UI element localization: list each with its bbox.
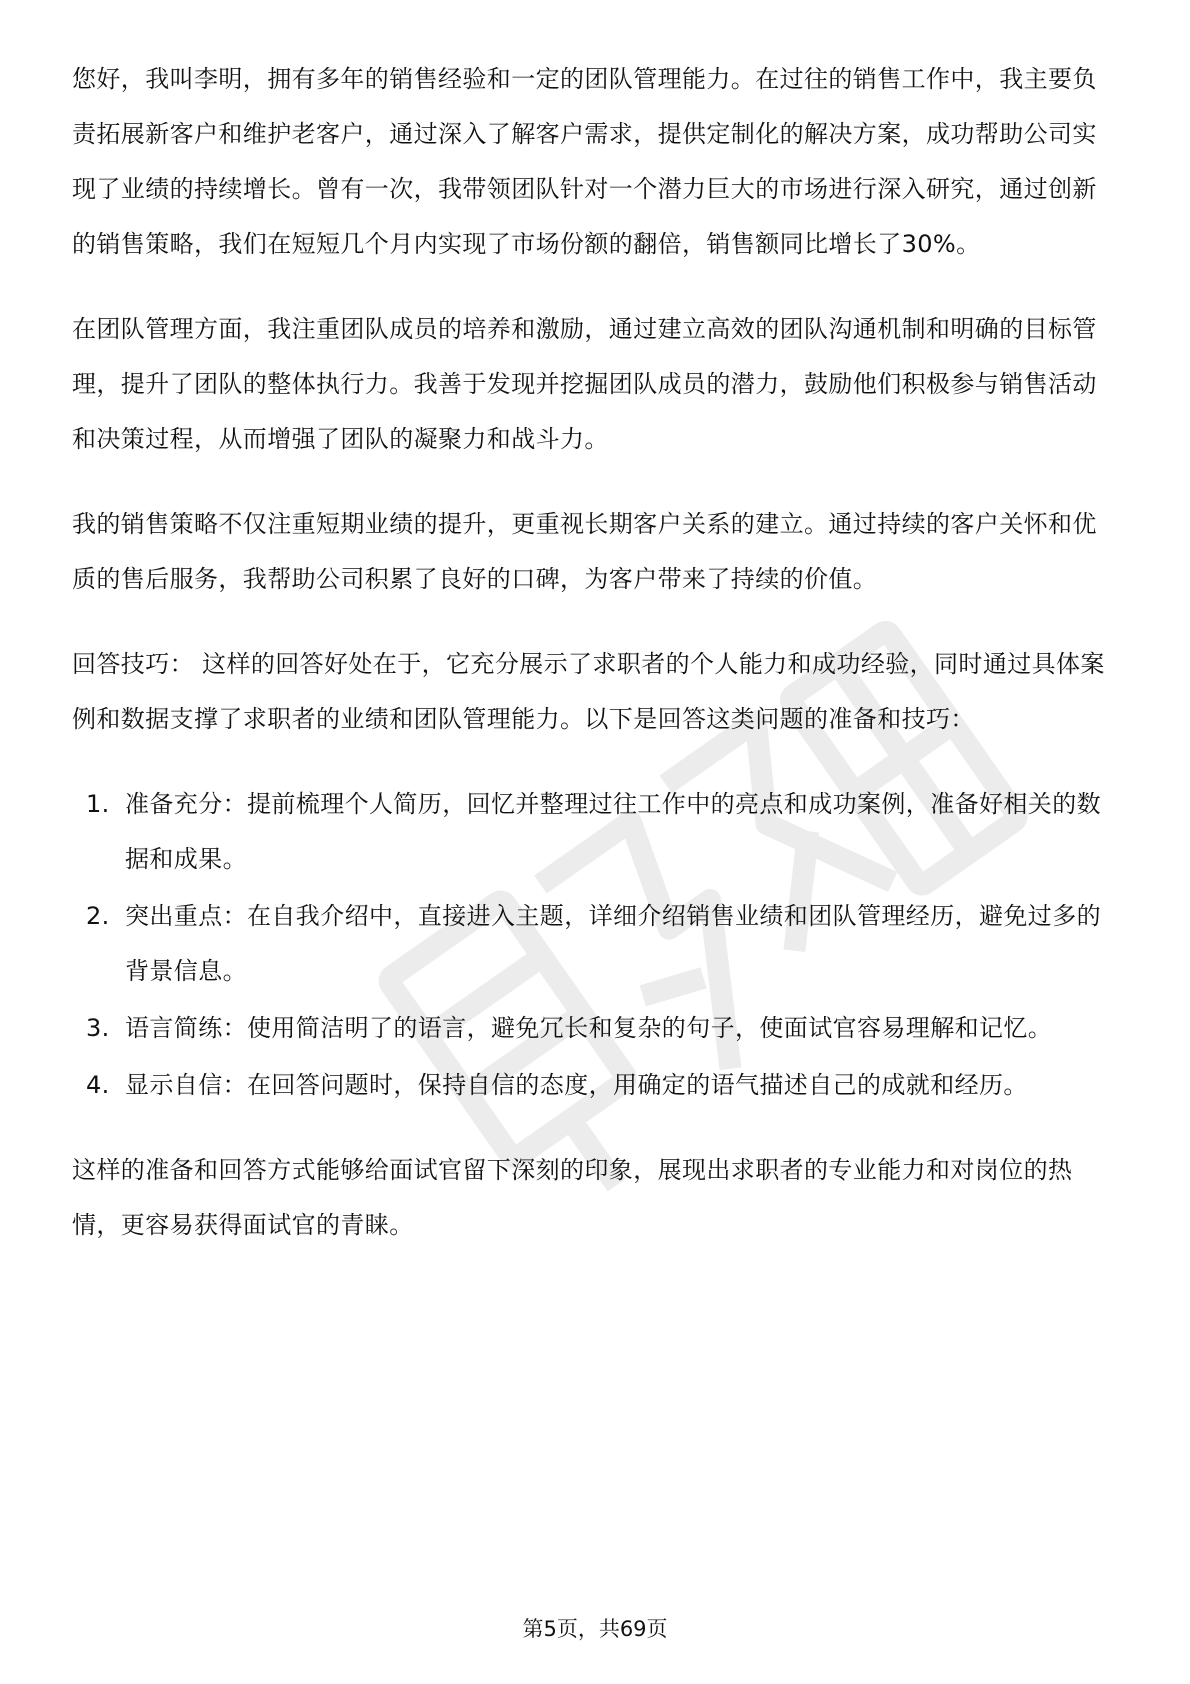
page-number-footer: 第5页，共69页 [522, 1617, 668, 1641]
intro-paragraph: 您好，我叫李明，拥有多年的销售经验和一定的团队管理能力。在过往的销售工作中，我主要负责拓展新客户和维护老客户，通过深入了解客户需求，提供定制化的解决方案，成功帮助公司实现了业绩的持续增长。曾有一次，我带领团队针对一个潜力巨大的市场进行深入研究，通过创新的销售策略，我们在短短几个月内实现了市场份额的翻倍，销售额同比增长了30%。 [72, 65, 1097, 258]
document-body [72, 52, 1117, 1283]
list-item-text: 显示自信：在回答问题时，保持自信的态度，用确定的语气描述自己的成就和经历。 [125, 1071, 1028, 1099]
list-item-text: 准备充分：提前梳理个人简历，回忆并整理过往工作中的亮点和成功案例，准备好相关的数据和成果。 [125, 790, 1101, 873]
list-item [72, 1058, 1117, 1113]
list-item-text: 突出重点：在自我介绍中，直接进入主题，详细介绍销售业绩和团队管理经历，避免过多的背景信息。 [125, 902, 1101, 985]
list-item [72, 777, 1117, 887]
team-management-paragraph: 在团队管理方面，我注重团队成员的培养和激励，通过建立高效的团队沟通机制和明确的目标管理，提升了团队的整体执行力。我善于发现并挖掘团队成员的潜力，鼓励他们积极参与销售活动和决策过程，从而增强了团队的凝聚力和战斗力。 [72, 315, 1097, 453]
closing-paragraph: 这样的准备和回答方式能够给面试官留下深刻的印象，展现出求职者的专业能力和对岗位的热情，更容易获得面试官的青睐。 [72, 1156, 1073, 1239]
list-item-number: 2. [86, 902, 110, 930]
list-item [72, 1001, 1117, 1056]
list-item-number: 1. [86, 790, 110, 818]
list-item-number: 4. [86, 1071, 110, 1099]
list-item-text: 语言简练：使用简洁明了的语言，避免冗长和复杂的句子，使面试官容易理解和记忆。 [125, 1014, 1053, 1042]
answer-tips-paragraph: 回答技巧： 这样的回答好处在于，它充分展示了求职者的个人能力和成功经验，同时通过具体案例和数据支撑了求职者的业绩和团队管理能力。以下是回答这类问题的准备和技巧： [72, 650, 1105, 733]
list-item [72, 889, 1117, 999]
tips-list [72, 777, 1117, 1113]
sales-strategy-paragraph: 我的销售策略不仅注重短期业绩的提升，更重视长期客户关系的建立。通过持续的客户关怀和优质的售后服务，我帮助公司积累了良好的口碑，为客户带来了持续的价值。 [72, 510, 1097, 593]
list-item-number: 3. [86, 1014, 110, 1042]
